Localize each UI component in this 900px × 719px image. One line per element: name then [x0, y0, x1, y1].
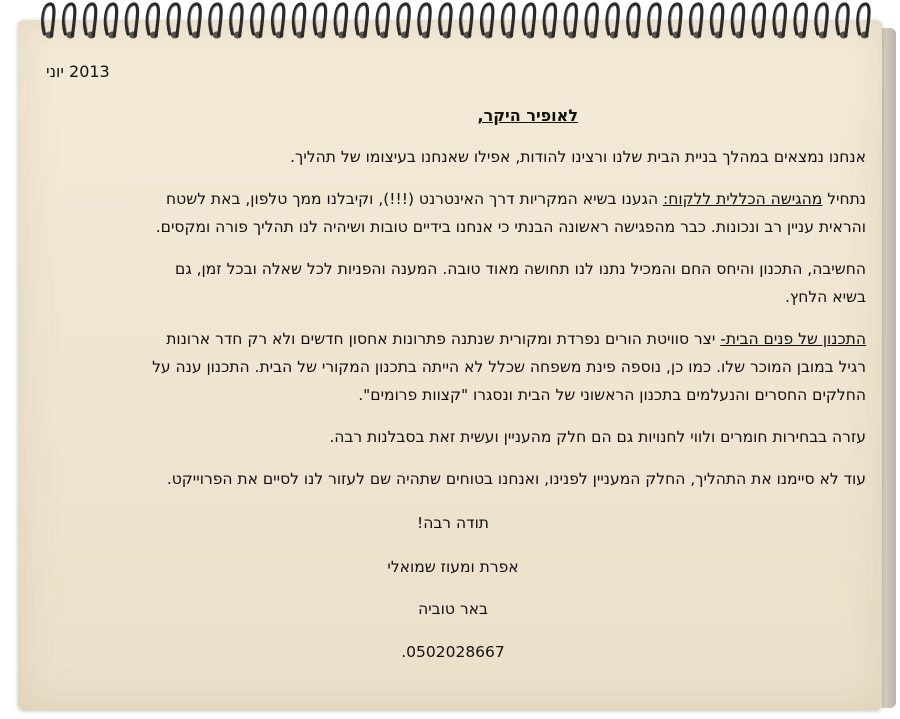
paragraph-materials: עזרה בבחירות חומרים ולווי לחנויות גם הם חלק מהעניין ועשית זאת בסבלנות רבה.: [329, 428, 866, 446]
approach-heading: מהגישה הכללית ללקוח:: [663, 190, 823, 208]
paragraph-closing: עוד לא סיימנו את התהליך, החלק המעניין לפנינו, ואנחנו בטוחים שתהיה שם לעזור לנו לסיים את הפרוייקט.: [166, 470, 866, 488]
signature-names: אפרת ומעוז שמואלי: [387, 558, 519, 576]
paragraph-interior-line3: החלקים החסרים והנעלמים בתכנון הראשוני של הבית ונסגרו "קצוות פרומים".: [358, 386, 866, 404]
letter-date: 2013 יוני: [46, 62, 110, 81]
paragraph-interior-line2: רגיל במובן המוכר שלו. כמו כן, נוספה פינת משפחה שכלל לא הייתה בתכנון המקורי של הבית. התכנון ענה על: [152, 358, 866, 376]
paragraph-planning-line2: בשיא הלחץ.: [784, 288, 866, 306]
signature-city: באר טוביה: [418, 600, 488, 618]
interior-text: יצר סוויטת הורים נפרדת ומקורית שנתנה פתרונות אחסון חדשים ולא רק חדר ארונות: [166, 330, 721, 348]
paragraph-approach-line1: [166, 190, 866, 208]
paragraph-approach-line2: והראית עניין רב ונכונות. כבר מהפגישה ראשונה הבנתי כי אנחנו בידיים טובות ושיהיה לנו תהליך פורה ומקסים.: [155, 218, 866, 236]
approach-text: הגענו בשיא המקריות דרך האינטרנט (!!!), וקיבלנו ממך טלפון, באת לשטח: [166, 190, 663, 208]
letter-body: [40, 0, 866, 719]
paragraph-planning-line1: החשיבה, התכנון והיחס החם והמכיל נתנו לנו תחושה מאוד טובה. המענה והפניות לכל שאלה ובכל זמן, גם: [175, 260, 866, 278]
page-edge-shadow: [882, 28, 896, 708]
thanks-line: תודה רבה!: [417, 514, 489, 532]
paragraph-interior-line1: [166, 330, 866, 348]
signature-phone: 0502028667.: [401, 643, 505, 661]
paragraph-intro: אנחנו נמצאים במהלך בניית הבית שלנו ורצינו להודות, אפילו שאנחנו בעיצומו של תהליך.: [290, 148, 866, 166]
interior-heading: התכנון של פנים הבית-: [720, 330, 866, 348]
approach-lead: נתחיל: [822, 190, 866, 208]
letter-greeting: לאופיר היקר,: [477, 106, 578, 125]
